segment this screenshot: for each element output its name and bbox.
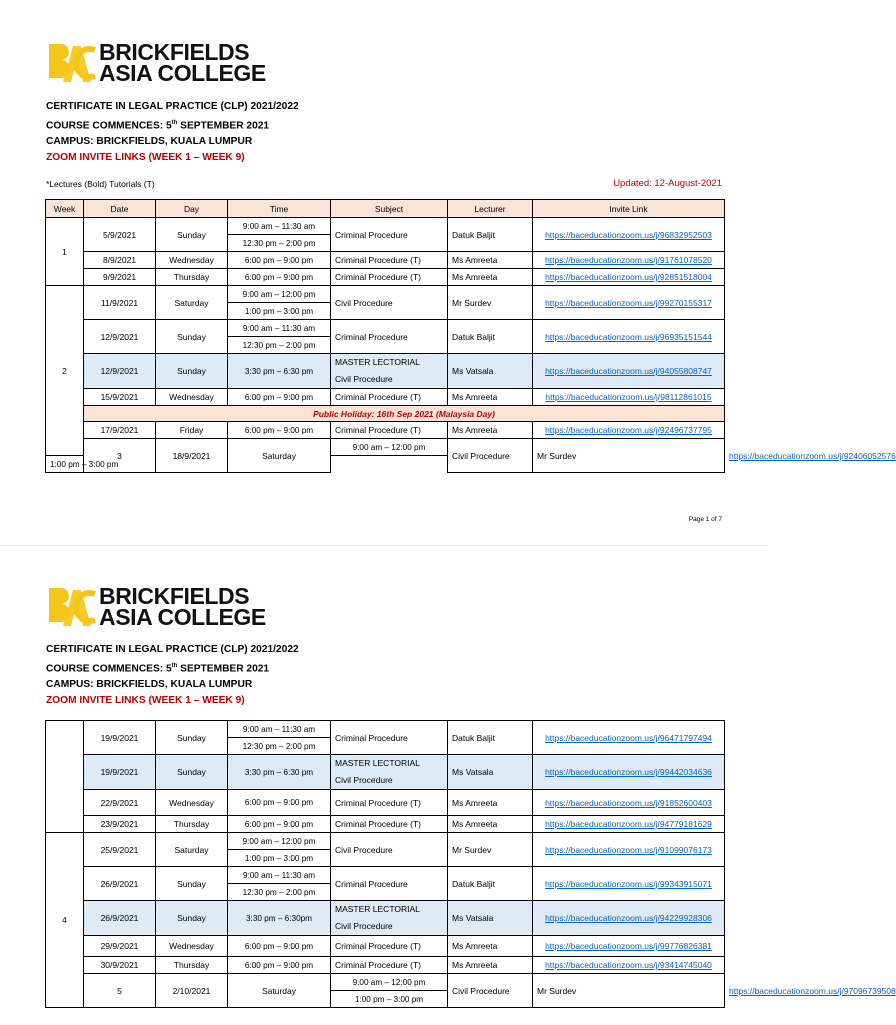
week-number: 2 — [46, 286, 84, 456]
subject-cell: Civil Procedure — [448, 439, 533, 473]
date-cell: 19/9/2021 — [84, 721, 156, 755]
header-line-2: COURSE COMMENCES: 5th SEPTEMBER 2021 — [46, 663, 270, 675]
date-cell: 5/9/2021 — [84, 218, 156, 252]
time-cell: 9:00 am – 11:30 am — [228, 867, 331, 884]
time-cell: 6:00 pm – 9:00 pm — [228, 269, 331, 286]
time-cell: 12:30 pm – 2:00 pm — [228, 884, 331, 901]
bac-logo-icon — [47, 586, 95, 628]
time-cell: 12:30 pm – 2:00 pm — [228, 235, 331, 252]
week-number: 3 — [84, 439, 156, 473]
lecturer-cell: Ms Vatsala — [448, 354, 533, 389]
link-cell — [533, 286, 725, 320]
zoom-invite-link[interactable]: https://baceducationzoom.us/j/94229928306 — [545, 913, 712, 923]
zoom-invite-link[interactable]: https://baceducationzoom.us/j/97096739508 — [729, 985, 896, 996]
schedule-table-page-1 — [45, 199, 896, 473]
subject-line-2: Civil Procedure — [335, 775, 393, 785]
time-cell: 6:00 pm – 9:00 pm — [228, 252, 331, 269]
time-cell: 6:00 pm – 9:00 pm — [228, 957, 331, 974]
logo-line-1: BRICKFIELDS — [99, 583, 250, 609]
holiday-note: Public Holiday: 16th Sep 2021 (Malaysia Day) — [84, 406, 725, 422]
time-cell: 6:00 pm – 9:00 pm — [228, 422, 331, 439]
table-row — [46, 389, 725, 406]
header-line-4: ZOOM INVITE LINKS (WEEK 1 – WEEK 9) — [46, 695, 245, 707]
lecturer-cell: Datuk Baljit — [448, 320, 533, 354]
day-cell: Saturday — [228, 974, 331, 1008]
date-cell: 22/9/2021 — [84, 790, 156, 816]
zoom-invite-link[interactable]: https://baceducationzoom.us/j/92851518004 — [545, 272, 712, 282]
zoom-invite-link[interactable]: https://baceducationzoom.us/j/99343915071 — [545, 878, 712, 889]
subject-cell: Criminal Procedure (T) — [331, 790, 448, 816]
table-row — [46, 721, 725, 738]
table-row — [46, 320, 725, 337]
day-cell: Thursday — [156, 269, 228, 286]
subject-cell: Criminal Procedure — [331, 867, 448, 901]
header-line-4: ZOOM INVITE LINKS (WEEK 1 – WEEK 9) — [46, 152, 245, 164]
subject-line-1: MASTER LECTORIAL — [335, 758, 420, 768]
table-row — [46, 286, 725, 303]
time-cell: 1:00 pm – 3:00 pm — [228, 303, 331, 320]
date-cell: 9/9/2021 — [84, 269, 156, 286]
lecturer-cell: Ms Amreeta — [448, 269, 533, 286]
table-row — [46, 422, 725, 439]
link-cell — [533, 867, 725, 901]
col-week: Week — [46, 200, 84, 218]
table-row — [46, 974, 725, 991]
link-cell — [533, 252, 725, 269]
day-cell: Wednesday — [156, 252, 228, 269]
day-cell: Thursday — [156, 957, 228, 974]
bac-logo-icon — [47, 42, 95, 84]
table-row — [46, 867, 725, 884]
lecturer-cell: Datuk Baljit — [448, 218, 533, 252]
time-cell: 9:00 am – 11:30 am — [228, 320, 331, 337]
table-row — [46, 957, 725, 974]
col-invite-link: Invite Link — [533, 200, 725, 218]
lecturer-cell: Ms Amreeta — [448, 389, 533, 406]
col-day: Day — [156, 200, 228, 218]
document-header — [46, 642, 299, 709]
college-logo — [47, 39, 266, 86]
link-cell — [533, 269, 725, 286]
zoom-invite-link[interactable]: https://baceducationzoom.us/j/91852600403 — [545, 797, 712, 808]
day-cell: Saturday — [156, 833, 228, 867]
zoom-invite-link[interactable]: https://baceducationzoom.us/j/99776826381 — [545, 941, 712, 951]
subject-cell: Civil Procedure — [331, 286, 448, 320]
date-cell: 12/9/2021 — [84, 354, 156, 389]
table-header-row — [46, 200, 725, 218]
day-cell: Friday — [156, 422, 228, 439]
zoom-invite-link[interactable]: https://baceducationzoom.us/j/91761078520 — [545, 255, 712, 265]
subject-cell: Criminal Procedure (T) — [331, 936, 448, 957]
date-cell: 17/9/2021 — [84, 422, 156, 439]
zoom-invite-link[interactable]: https://baceducationzoom.us/j/92406052576 — [729, 450, 896, 461]
subject-cell: Criminal Procedure (T) — [331, 389, 448, 406]
date-cell: 29/9/2021 — [84, 936, 156, 957]
lecturer-cell: Mr Surdev — [533, 439, 725, 473]
link-cell — [533, 901, 725, 936]
table-row — [46, 218, 725, 235]
day-cell: Sunday — [156, 218, 228, 252]
subject-cell: Civil Procedure — [448, 974, 533, 1008]
lecturer-cell: Ms Vatsala — [448, 755, 533, 790]
link-cell — [533, 218, 725, 252]
lecturer-cell: Ms Amreeta — [448, 936, 533, 957]
link-cell — [533, 354, 725, 389]
document-header — [46, 99, 299, 166]
day-cell: Sunday — [156, 901, 228, 936]
header-line-1: CERTIFICATE IN LEGAL PRACTICE (CLP) 2021/2022 — [46, 101, 299, 112]
link-cell — [533, 320, 725, 354]
table-row — [46, 269, 725, 286]
time-cell: 1:00 pm – 3:00 pm — [228, 850, 331, 867]
header-line-2: COURSE COMMENCES: 5th SEPTEMBER 2021 — [46, 120, 270, 132]
col-date: Date — [84, 200, 156, 218]
day-cell: Saturday — [156, 286, 228, 320]
day-cell: Sunday — [156, 354, 228, 389]
time-cell: 6:00 pm – 9:00 pm — [228, 389, 331, 406]
page-number: Page 1 of 7 — [688, 516, 722, 523]
week-number: 1 — [46, 218, 84, 286]
zoom-invite-link[interactable]: https://baceducationzoom.us/j/99270155317 — [545, 297, 712, 308]
zoom-invite-link[interactable]: https://baceducationzoom.us/j/96832952503 — [545, 229, 712, 240]
time-cell: 9:00 am – 12:00 pm — [228, 286, 331, 303]
date-cell: 19/9/2021 — [84, 755, 156, 790]
time-cell: 3:30 pm – 6:30pm — [228, 901, 331, 936]
link-cell — [533, 755, 725, 790]
lecturer-cell: Ms Amreeta — [448, 816, 533, 833]
date-cell: 18/9/2021 — [156, 439, 228, 473]
day-cell: Sunday — [156, 320, 228, 354]
lecturer-cell: Datuk Baljit — [448, 867, 533, 901]
header-line-1: CERTIFICATE IN LEGAL PRACTICE (CLP) 2021/2022 — [46, 644, 299, 655]
time-cell: 1:00 pm – 3:00 pm — [46, 456, 84, 473]
week-number — [46, 721, 84, 833]
lecturer-cell: Ms Amreeta — [448, 422, 533, 439]
time-cell: 3:30 pm – 6:30 pm — [228, 755, 331, 790]
subject-cell: Criminal Procedure — [331, 320, 448, 354]
date-cell: 12/9/2021 — [84, 320, 156, 354]
day-cell: Thursday — [156, 816, 228, 833]
lecturer-cell: Ms Amreeta — [448, 957, 533, 974]
logo-line-2: ASIA COLLEGE — [99, 60, 266, 86]
col-subject: Subject — [331, 200, 448, 218]
logo-line-2: ASIA COLLEGE — [99, 604, 266, 630]
time-cell: 3:30 pm – 6:30 pm — [228, 354, 331, 389]
day-cell: Sunday — [156, 721, 228, 755]
date-cell: 26/9/2021 — [84, 867, 156, 901]
time-cell: 1:00 pm – 3:00 pm — [331, 991, 448, 1008]
subject-cell: Civil Procedure — [331, 833, 448, 867]
date-cell: 25/9/2021 — [84, 833, 156, 867]
link-cell — [533, 422, 725, 439]
subject-cell — [331, 354, 448, 389]
lecturer-cell: Ms Amreeta — [448, 252, 533, 269]
link-cell — [533, 790, 725, 816]
subject-cell — [331, 901, 448, 936]
subject-cell: Criminal Procedure (T) — [331, 422, 448, 439]
time-cell: 9:00 am – 12:00 pm — [331, 439, 448, 456]
table-row — [46, 790, 725, 816]
lecturer-cell: Ms Amreeta — [448, 790, 533, 816]
updated-date: Updated: 12-August-2021 — [613, 178, 722, 189]
subject-cell: Criminal Procedure (T) — [331, 957, 448, 974]
legend-note: *Lectures (Bold) Tutorials (T) — [46, 179, 155, 189]
time-cell: 12:30 pm – 2:00 pm — [228, 337, 331, 354]
lecturer-cell: Mr Surdev — [533, 974, 725, 1008]
zoom-invite-link[interactable]: https://baceducationzoom.us/j/99442034636 — [545, 767, 712, 777]
week-number: 5 — [84, 974, 156, 1008]
time-cell: 6:00 pm – 9:00 pm — [228, 816, 331, 833]
time-cell: 6:00 pm – 9:00 pm — [228, 936, 331, 957]
time-cell: 9:00 am – 11:30 am — [228, 218, 331, 235]
date-cell: 30/9/2021 — [84, 957, 156, 974]
table-row — [46, 816, 725, 833]
lecturer-cell: Ms Vatsala — [448, 901, 533, 936]
day-cell: Wednesday — [156, 936, 228, 957]
day-cell: Wednesday — [156, 790, 228, 816]
table-row — [46, 439, 725, 456]
time-cell: 9:00 am – 12:00 pm — [228, 833, 331, 850]
schedule-table-page-2 — [45, 720, 896, 1008]
subject-cell: Criminal Procedure (T) — [331, 816, 448, 833]
header-line-3: CAMPUS: BRICKFIELDS, KUALA LUMPUR — [46, 679, 253, 691]
table-row — [46, 252, 725, 269]
table-row — [46, 936, 725, 957]
zoom-invite-link[interactable]: https://baceducationzoom.us/j/98112861015 — [545, 392, 712, 402]
link-cell — [533, 833, 725, 867]
zoom-invite-link[interactable]: https://baceducationzoom.us/j/93414745040 — [545, 960, 712, 970]
link-cell — [533, 936, 725, 957]
date-cell: 11/9/2021 — [84, 286, 156, 320]
zoom-invite-link[interactable]: https://baceducationzoom.us/j/96471797494 — [545, 732, 712, 743]
time-cell: 9:00 am – 11:30 am — [228, 721, 331, 738]
table-row — [46, 833, 725, 850]
day-cell: Sunday — [156, 867, 228, 901]
date-cell: 8/9/2021 — [84, 252, 156, 269]
link-cell — [533, 957, 725, 974]
zoom-invite-link[interactable]: https://baceducationzoom.us/j/94055808747 — [545, 366, 712, 376]
date-cell: 23/9/2021 — [84, 816, 156, 833]
subject-cell: Criminal Procedure (T) — [331, 269, 448, 286]
date-cell: 26/9/2021 — [84, 901, 156, 936]
lecturer-cell: Mr Surdev — [448, 286, 533, 320]
subject-line-1: MASTER LECTORIAL — [335, 357, 420, 367]
document-page-2 — [0, 545, 896, 1025]
time-cell: 12:30 pm – 2:00 pm — [228, 738, 331, 755]
time-cell: 6:00 pm – 9:00 pm — [228, 790, 331, 816]
subject-cell: Criminal Procedure (T) — [331, 252, 448, 269]
link-cell — [533, 721, 725, 755]
zoom-invite-link[interactable]: https://baceducationzoom.us/j/92496737795 — [545, 425, 712, 435]
subject-line-2: Civil Procedure — [335, 921, 393, 931]
subject-line-1: MASTER LECTORIAL — [335, 904, 420, 914]
date-cell: 15/9/2021 — [84, 389, 156, 406]
holiday-row — [46, 406, 725, 422]
day-cell: Saturday — [228, 439, 331, 473]
zoom-invite-link[interactable]: https://baceducationzoom.us/j/91099076173 — [545, 844, 712, 855]
lecturer-cell: Mr Surdev — [448, 833, 533, 867]
link-cell — [533, 389, 725, 406]
col-time: Time — [228, 200, 331, 218]
zoom-invite-link[interactable]: https://baceducationzoom.us/j/96935151544 — [545, 331, 712, 342]
subject-cell — [331, 755, 448, 790]
logo-line-1: BRICKFIELDS — [99, 39, 250, 65]
link-cell — [533, 816, 725, 833]
subject-cell: Criminal Procedure — [331, 218, 448, 252]
subject-line-2: Civil Procedure — [335, 374, 393, 384]
header-line-3: CAMPUS: BRICKFIELDS, KUALA LUMPUR — [46, 136, 253, 148]
time-cell: 9:00 am – 12:00 pm — [331, 974, 448, 991]
lecturer-cell: Datuk Baljit — [448, 721, 533, 755]
day-cell: Wednesday — [156, 389, 228, 406]
day-cell: Sunday — [156, 755, 228, 790]
col-lecturer: Lecturer — [448, 200, 533, 218]
subject-cell: Criminal Procedure — [331, 721, 448, 755]
college-logo — [47, 583, 266, 630]
week-number: 4 — [46, 833, 84, 1008]
date-cell: 2/10/2021 — [156, 974, 228, 1008]
zoom-invite-link[interactable]: https://baceducationzoom.us/j/94779181629 — [545, 819, 712, 829]
